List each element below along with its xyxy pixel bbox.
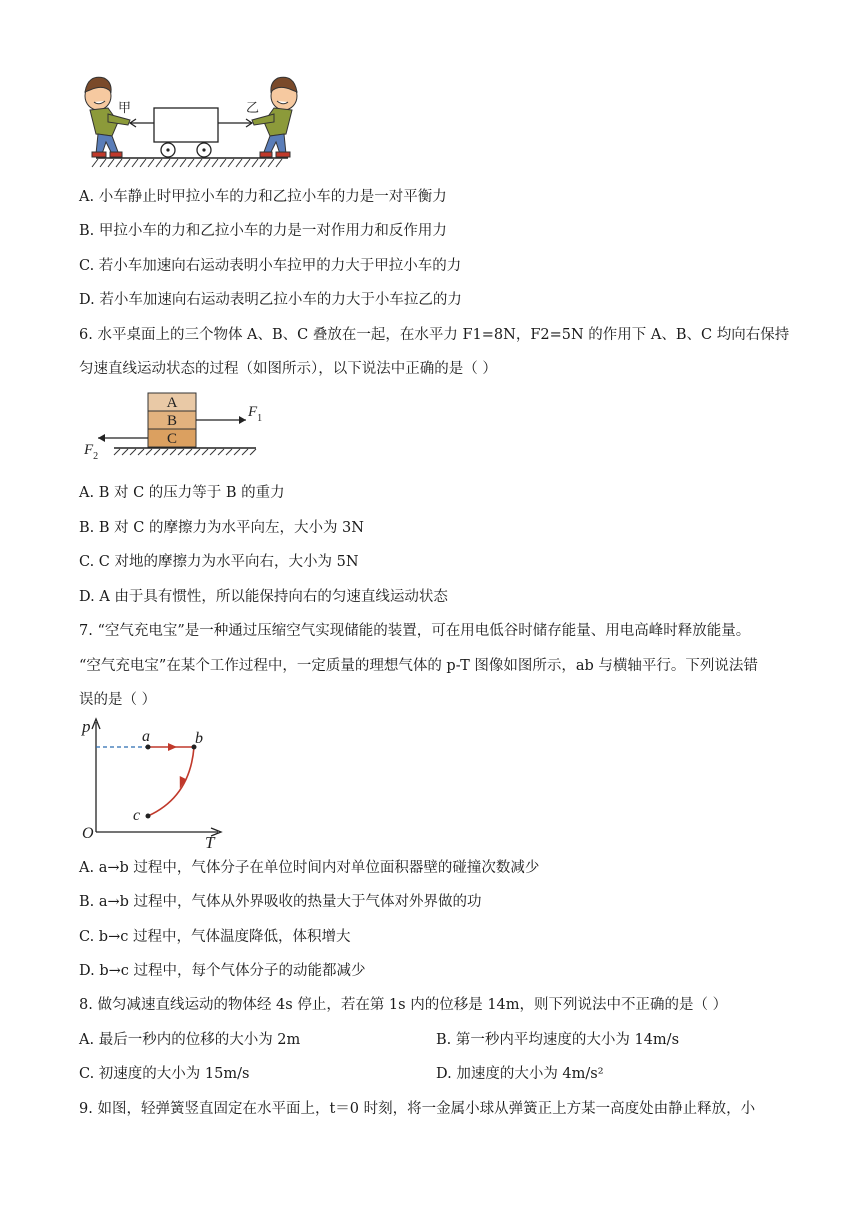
q6-option-b: B. B 对 C 的摩擦力为水平向左，大小为 3N: [79, 520, 364, 536]
q8-option-a: A. 最后一秒内的位移的大小为 2m: [79, 1032, 301, 1048]
p-t-graph-figure: [78, 712, 228, 852]
svg-text:F1: [247, 404, 262, 424]
q8-option-d: D. 加速度的大小为 4m/s²: [436, 1066, 604, 1082]
q5-option-c: C. 若小车加速向右运动表明小车拉甲的力大于甲拉小车的力: [79, 258, 462, 274]
q7-stem-line3: 误的是（ ）: [79, 692, 157, 708]
person-yi-icon: [252, 77, 297, 157]
q5-option-b: B. 甲拉小车的力和乙拉小车的力是一对作用力和反作用力: [79, 223, 447, 239]
point-a-label: a: [142, 728, 150, 745]
label-jia: 甲: [118, 101, 132, 116]
tug-of-war-figure: [78, 72, 304, 168]
block-b-label: B: [166, 413, 178, 429]
force2-sub: 2: [93, 451, 99, 462]
q8-stem: 8. 做匀减速直线运动的物体经 4s 停止，若在第 1s 内的位移是 14m，则下列说法中不正确的是（ ）: [79, 997, 728, 1013]
y-axis-label: p: [82, 717, 91, 736]
q5-option-a: A. 小车静止时甲拉小车的力和乙拉小车的力是一对平衡力: [79, 189, 447, 205]
person-jia-icon: [85, 77, 130, 157]
force1-label: F: [248, 404, 258, 420]
svg-text:F2: [83, 442, 98, 462]
label-yi: 乙: [246, 101, 260, 116]
q7-option-c: C. b→c 过程中，气体温度降低，体积增大: [79, 929, 351, 945]
q7-option-a: A. a→b 过程中，气体分子在单位时间内对单位面积器壁的碰撞次数减少: [79, 860, 540, 876]
q9-stem: 9. 如图，轻弹簧竖直固定在水平面上，t＝0 时刻，将一金属小球从弹簧正上方某一高度处由静止释放，小: [79, 1101, 756, 1117]
block-a-label: A: [166, 395, 178, 411]
q7-stem-line1: 7. “空气充电宝”是一种通过压缩空气实现储能的装置，可在用电低谷时储存能量、用电高峰时释放能量。: [79, 623, 751, 639]
q8-option-b: B. 第一秒内平均速度的大小为 14m/s: [436, 1032, 680, 1048]
q7-stem-line2: “空气充电宝”在某个工作过程中，一定质量的理想气体的 p-T 图像如图所示，ab 与横轴平行。下列说法错: [79, 658, 758, 674]
q6-stem-line1: 6. 水平桌面上的三个物体 A、B、C 叠放在一起，在水平力 F1=8N，F2=5N 的作用下 A、B、C 均向右保持: [79, 327, 790, 343]
q5-option-d: D. 若小车加速向右运动表明乙拉小车的力大于小车拉乙的力: [79, 292, 462, 308]
x-axis-label: T: [205, 833, 215, 852]
q6-option-a: A. B 对 C 的压力等于 B 的重力: [79, 485, 285, 501]
point-c-label: c: [133, 807, 141, 824]
q8-option-c: C. 初速度的大小为 15m/s: [79, 1066, 250, 1082]
q6-option-d: D. A 由于具有惯性，所以能保持向右的匀速直线运动状态: [79, 589, 448, 605]
q7-option-d: D. b→c 过程中，每个气体分子的动能都减少: [79, 963, 366, 979]
origin-label: O: [82, 825, 94, 842]
force2-label: F: [84, 442, 94, 458]
force1-sub: 1: [257, 413, 263, 424]
stacked-blocks-figure: [78, 388, 278, 470]
point-b-label: b: [195, 730, 203, 747]
q7-option-b: B. a→b 过程中，气体从外界吸收的热量大于气体对外界做的功: [79, 894, 482, 910]
q6-stem-line2: 匀速直线运动状态的过程（如图所示），以下说法中正确的是（ ）: [79, 361, 497, 377]
block-c-label: C: [166, 431, 178, 447]
q6-option-c: C. C 对地的摩擦力为水平向右，大小为 5N: [79, 554, 359, 570]
